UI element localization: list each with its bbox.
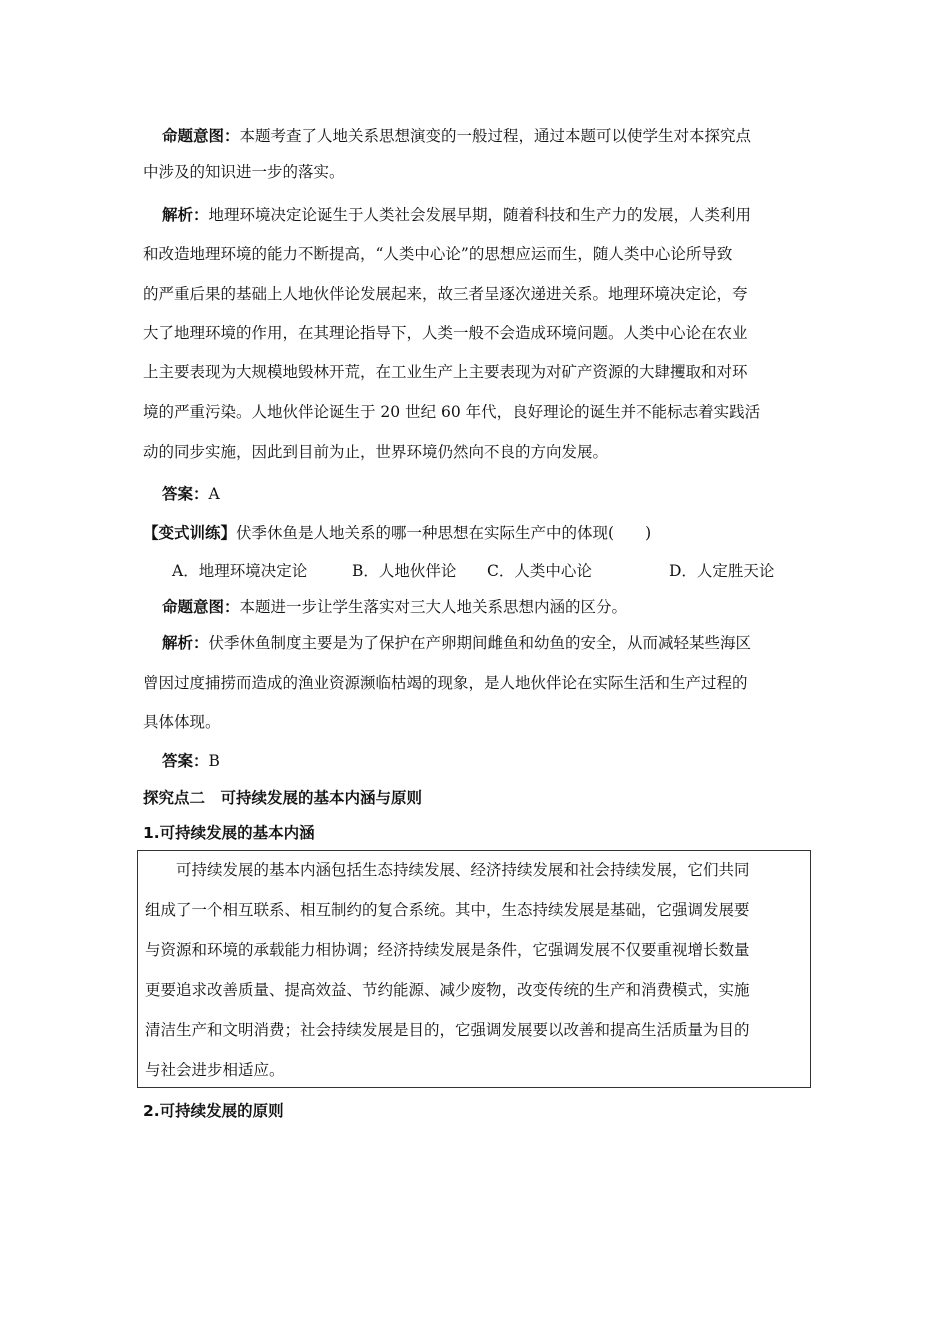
answer-value: A bbox=[208, 485, 220, 503]
question-title bbox=[143, 523, 651, 543]
analysis-line bbox=[162, 633, 751, 653]
analysis-text: 伏季休鱼制度主要是为了保护在产卵期间雌鱼和幼鱼的安全，从而减轻某些海区 bbox=[208, 634, 752, 652]
analysis-line: 上主要表现为大规模地毁林开荒，在工业生产上主要表现为对矿产资源的大肆攫取和对环 bbox=[143, 363, 748, 381]
question-tag: 【变式训练】 bbox=[143, 524, 237, 542]
subsection-heading-2: 2.可持续发展的原则 bbox=[143, 1102, 284, 1120]
intent-continuation: 中涉及的知识进一步的落实。 bbox=[143, 163, 345, 181]
intent-text: 本题进一步让学生落实对三大人地关系思想内涵的区分。 bbox=[239, 598, 628, 616]
analysis-label: 解析： bbox=[162, 206, 209, 224]
answer-line bbox=[162, 484, 220, 504]
box-line: 与资源和环境的承载能力相协调；经济持续发展是条件，它强调发展不仅要重视增长数量 bbox=[145, 941, 750, 959]
analysis-line bbox=[162, 205, 751, 225]
intent-label: 命题意图： bbox=[162, 598, 240, 616]
section-heading: 探究点二 可持续发展的基本内涵与原则 bbox=[143, 789, 423, 807]
answer-label: 答案： bbox=[162, 485, 209, 503]
box-line: 可持续发展的基本内涵包括生态持续发展、经济持续发展和社会持续发展，它们共同 bbox=[176, 861, 750, 879]
box-line: 更要追求改善质量、提高效益、节约能源、减少废物，改变传统的生产和消费模式，实施 bbox=[145, 981, 750, 999]
analysis-label: 解析： bbox=[162, 634, 209, 652]
intent-label: 命题意图： bbox=[162, 127, 240, 145]
answer-label: 答案： bbox=[162, 752, 209, 770]
intent-paragraph bbox=[162, 597, 627, 617]
analysis-line: 和改造地理环境的能力不断提高，“人类中心论”的思想应运而生，随人类中心论所导致 bbox=[143, 245, 733, 263]
option-c: C．人类中心论 bbox=[487, 562, 592, 580]
analysis-line: 具体体现。 bbox=[143, 713, 221, 731]
question-text: 伏季休鱼是人地关系的哪一种思想在实际生产中的体现( ) bbox=[236, 524, 652, 542]
intent-paragraph bbox=[162, 126, 751, 146]
analysis-line: 的严重后果的基础上人地伙伴论发展起来，故三者呈逐次递进关系。地理环境决定论，夸 bbox=[143, 285, 748, 303]
analysis-line: 曾因过度捕捞而造成的渔业资源濒临枯竭的现象，是人地伙伴论在实际生活和生产过程的 bbox=[143, 674, 748, 692]
box-line: 与社会进步相适应。 bbox=[145, 1061, 285, 1079]
box-line: 清洁生产和文明消费；社会持续发展是目的，它强调发展要以改善和提高生活质量为目的 bbox=[145, 1021, 750, 1039]
option-d: D．人定胜天论 bbox=[669, 562, 775, 580]
intent-text: 本题考查了人地关系思想演变的一般过程，通过本题可以使学生对本探究点 bbox=[239, 127, 752, 145]
analysis-line: 大了地理环境的作用，在其理论指导下，人类一般不会造成环境问题。人类中心论在农业 bbox=[143, 324, 748, 342]
content-box bbox=[137, 850, 811, 1088]
analysis-line: 动的同步实施，因此到目前为止，世界环境仍然向不良的方向发展。 bbox=[143, 443, 609, 461]
option-b: B．人地伙伴论 bbox=[352, 562, 457, 580]
analysis-text: 地理环境决定论诞生于人类社会发展早期，随着科技和生产力的发展，人类利用 bbox=[208, 206, 752, 224]
answer-value: B bbox=[208, 752, 220, 770]
answer-line bbox=[162, 751, 220, 771]
box-line: 组成了一个相互联系、相互制约的复合系统。其中，生态持续发展是基础，它强调发展要 bbox=[145, 901, 750, 919]
analysis-line: 境的严重污染。人地伙伴论诞生于 20 世纪 60 年代，良好理论的诞生并不能标志着实践活 bbox=[143, 403, 761, 421]
subsection-heading-1: 1.可持续发展的基本内涵 bbox=[143, 824, 315, 842]
option-a: A．地理环境决定论 bbox=[172, 562, 308, 580]
